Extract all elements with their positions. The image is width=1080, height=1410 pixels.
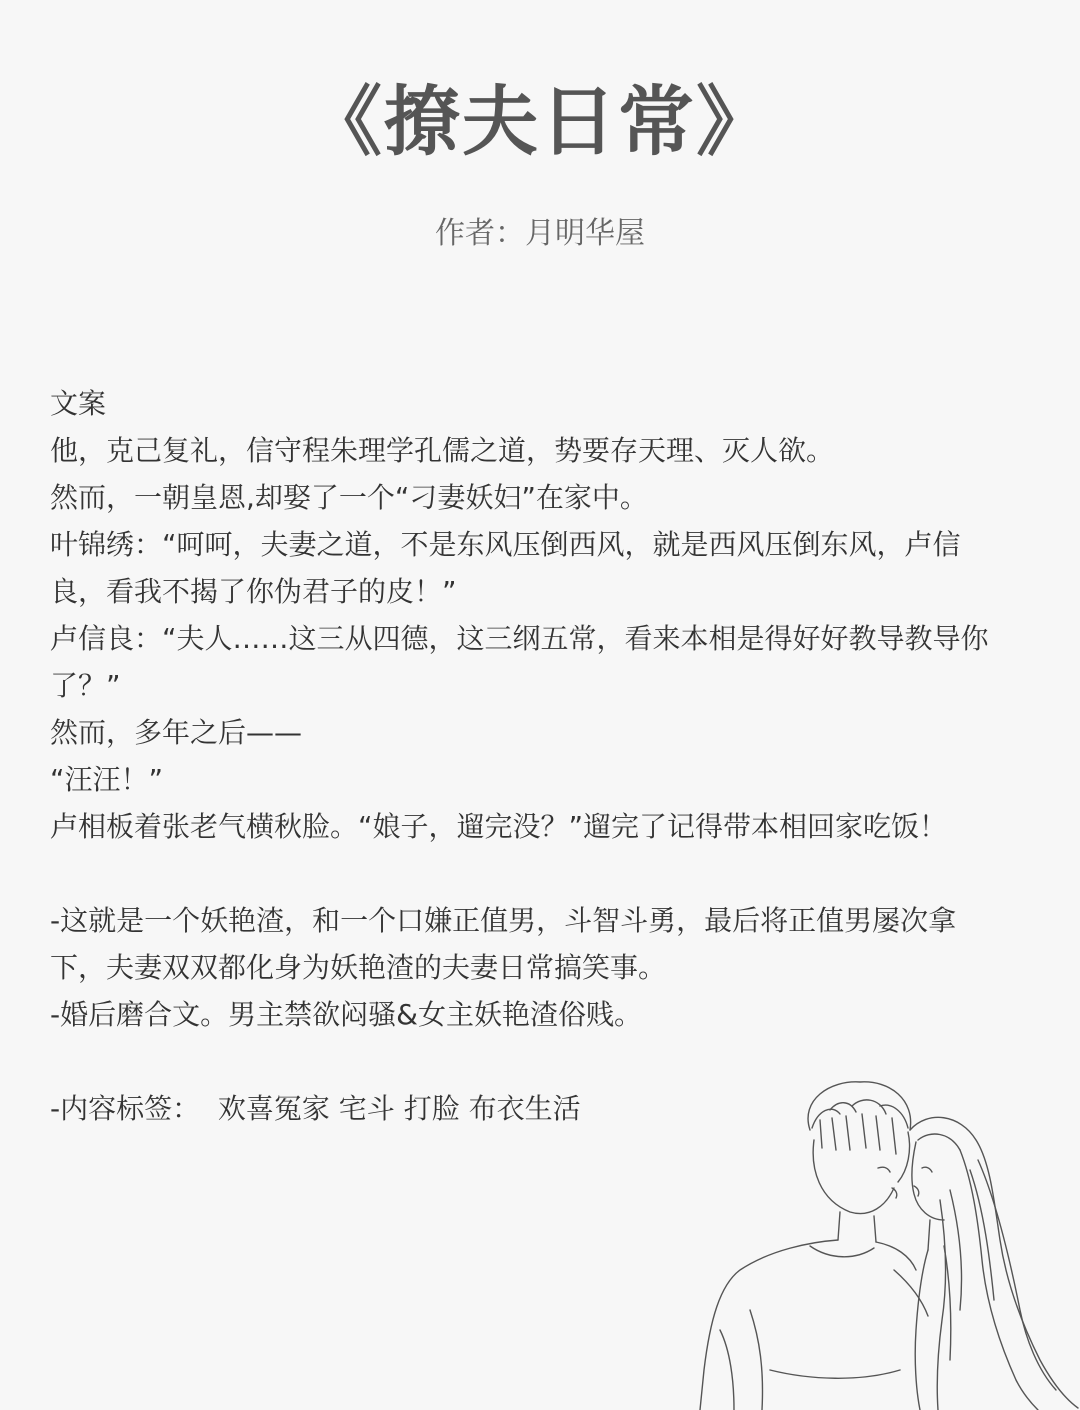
synopsis-line: -婚后磨合文。男主禁欲闷骚&女主妖艳渣俗贱。 bbox=[50, 998, 642, 1031]
synopsis-line: 卢相板着张老气横秋脸。“娘子，遛完没？”遛完了记得带本相回家吃饭！ bbox=[50, 810, 948, 843]
content-tags-line: -内容标签： 欢喜冤家 宅斗 打脸 布衣生活 bbox=[50, 1092, 581, 1125]
synopsis-line: 然而，一朝皇恩,却娶了一个“刁妻妖妇”在家中。 bbox=[50, 481, 648, 514]
synopsis-line: 良，看我不揭了你伪君子的皮！” bbox=[50, 575, 457, 608]
blank-line bbox=[50, 850, 1040, 897]
synopsis-line: “汪汪！” bbox=[50, 763, 164, 796]
author-line: 作者：月明华屋 bbox=[435, 216, 645, 251]
synopsis-line: 了？” bbox=[50, 669, 121, 702]
synopsis-line: 他，克己复礼，信守程朱理学孔儒之道，势要存天理、灭人欲。 bbox=[50, 434, 835, 467]
synopsis-line: -这就是一个妖艳渣，和一个口嫌正值男，斗智斗勇，最后将正值男屡次拿 bbox=[50, 904, 957, 937]
synopsis-line: 下，夫妻双双都化身为妖艳渣的夫妻日常搞笑事。 bbox=[50, 951, 667, 984]
synopsis-line: 卢信良：“夫人……这三从四德，这三纲五常，看来本相是得好好教导教导你 bbox=[50, 622, 989, 655]
synopsis-line: 叶锦绣：“呵呵，夫妻之道，不是东风压倒西风，就是西风压倒东风，卢信 bbox=[50, 528, 961, 561]
couple-line-drawing-icon bbox=[660, 1070, 1080, 1410]
synopsis-heading: 文案 bbox=[50, 387, 107, 420]
synopsis-line: 然而，多年之后—— bbox=[50, 716, 303, 749]
book-title: 《撩夫日常》 bbox=[306, 77, 774, 166]
synopsis-block bbox=[50, 380, 1040, 1132]
